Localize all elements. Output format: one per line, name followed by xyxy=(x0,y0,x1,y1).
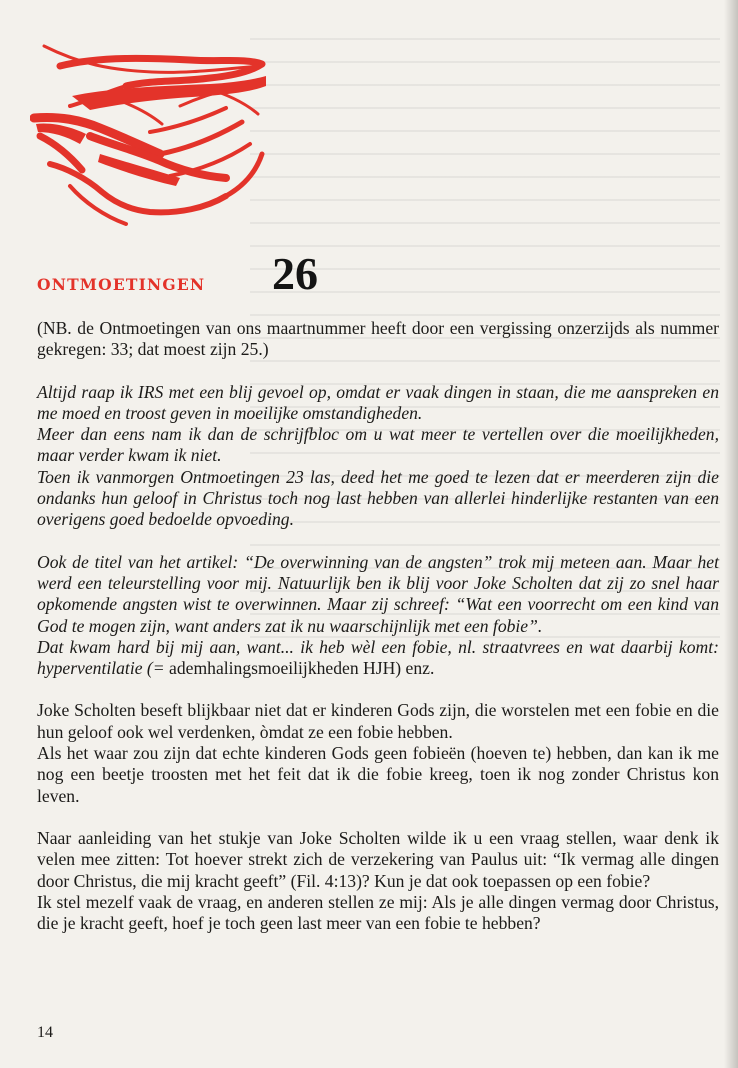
article-body xyxy=(37,318,719,934)
letter-text-roman: ademhalingsmoeilijkheden HJH) enz. xyxy=(164,658,435,679)
page-edge-shadow xyxy=(724,0,738,1068)
body-paragraph: Als het waar zou zijn dat echte kinderen Gods geen fobieën (hoeven te) hebben, dan kan ik me nog een beetje troosten met het feit dat ik die fobie kreeg, toen ik nog zonder Christus kon leven. xyxy=(37,743,719,806)
clasped-hands-icon xyxy=(30,36,270,248)
editor-note: (NB. de Ontmoetingen van ons maartnummer heeft door een vergissing onzerzijds als nummer gekregen: 33; dat moest zijn 25.) xyxy=(37,318,719,360)
section-title: ONTMOETINGEN xyxy=(37,275,206,294)
body-paragraph: Naar aanleiding van het stukje van Joke Scholten wilde ik u een vraag stellen, waar denk ik velen mee zitten: Tot hoever strekt zich de verzekering van Paulus uit: “Ik vermag alle dingen door Christus, die mij kracht geeft” (Fil. 4:13)? Kun je dat ook toepassen op een fobie? xyxy=(37,827,719,891)
letter-paragraph: Ook de titel van het artikel: “De overwinning van de angsten” trok mij meteen aan. Maar het werd een teleurstelling voor mij. Natuurlijk ben ik blij voor Joke Scholten dat zij zo snel haar opkomende angsten wist te overwinnen. Maar zij schreef: “Wat een voorrecht om een kind van God te mogen zijn, want anders zat ik nu waarschijnlijk met een fobie”. xyxy=(37,551,719,636)
letter-paragraph xyxy=(37,637,719,680)
body-paragraph: Joke Scholten beseft blijkbaar niet dat er kinderen Gods zijn, die worstelen met een fobie en die hun geloof ook wel verdenken, òmdat ze een fobie hebben. xyxy=(37,700,719,742)
issue-number: 26 xyxy=(272,248,318,299)
letter-paragraph: Meer dan eens nam ik dan de schrijfbloc om u wat meer te vertellen over die moeilijkheden, maar verder kwam ik niet. xyxy=(37,424,719,466)
page-number: 14 xyxy=(37,1024,53,1041)
letter-paragraph: Altijd raap ik IRS met een blij gevoel op, omdat er vaak dingen in staan, die me aanspreken en me moed en troost geven in moeilijke omstandigheden. xyxy=(37,381,719,423)
letter-paragraph: Toen ik vanmorgen Ontmoetingen 23 las, deed het me goed te lezen dat er meerderen zijn die ondanks hun geloof in Christus toch nog last hebben van allerlei hinderlijke restanten van een overigens goed bedoelde opvoeding. xyxy=(37,466,719,530)
letter-text-italic: Dat kwam hard bij mij aan, want... ik heb wèl een fobie, nl. straatvrees en wat daarbij komt: hyperventilatie (= xyxy=(37,636,719,679)
body-paragraph: Ik stel mezelf vaak de vraag, en anderen stellen ze mij: Als je alle dingen vermag door Christus, die je kracht geeft, hoef je toch geen last meer van een fobie te hebben? xyxy=(37,891,719,934)
